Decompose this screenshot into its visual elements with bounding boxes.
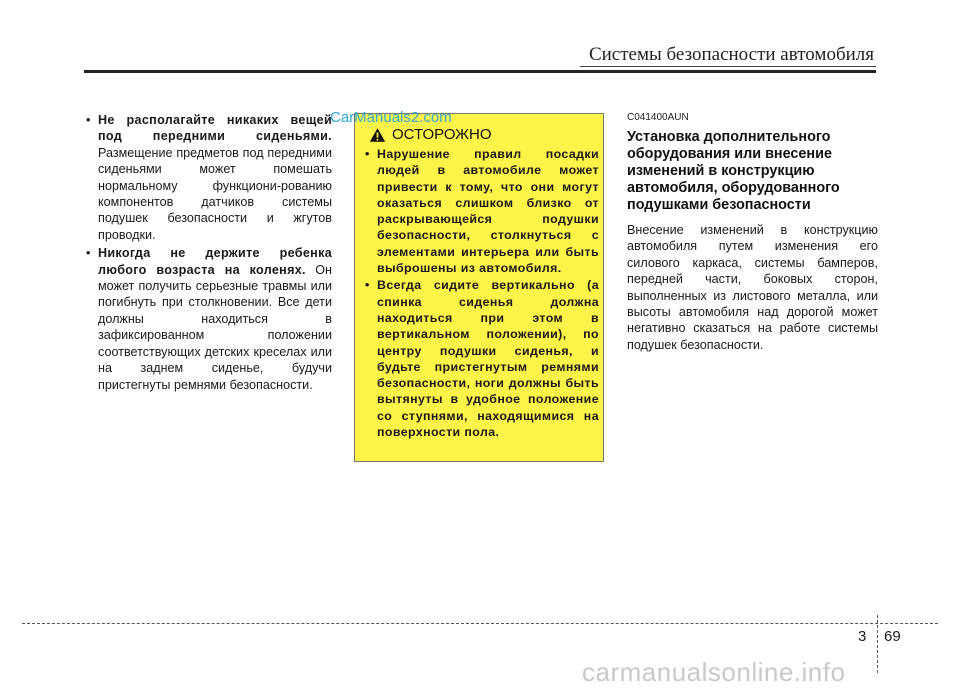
section-body: Внесение изменений в конструкцию автомобиля путем изменения его силового каркаса, системы бамперов, передней части, боковых сторон, выполненных из листового металла, или высоты автомобиля над дорогой может негативно сказаться на работе системы подушек безопасности.	[627, 223, 878, 352]
footer-dashed-rule	[22, 623, 938, 624]
page-number: 69	[884, 628, 901, 645]
page-header-title: Системы безопасности автомобиля	[588, 44, 874, 65]
bullet-text: Он может получить серьезные травмы или погибнуть при столкновении. Все дети должны находиться в зафиксированном положении соответствующих детских креселах или на заднем сиденье, будучи пристегнуты ремнями безопасности.	[98, 262, 333, 392]
warning-header	[369, 126, 492, 143]
warning-item: • Всегда сидите вертикально (а спинка сиденья должна находиться при этом в вертикальном положении), по центру подушки сиденья, и будьте пристегнутым ремнями безопасности, ноги должны быть вытянуты в удобное положение со ступнями, находящимися на поверхности пола.	[365, 277, 599, 440]
header-rule	[84, 70, 876, 73]
header-rule-thin	[580, 66, 876, 67]
left-column	[86, 112, 332, 395]
bullet-item	[86, 112, 332, 243]
doc-code: C041400AUN	[627, 112, 689, 123]
warning-triangle-icon	[369, 127, 386, 143]
bullet-text: Размещение предметов под передними сиденьями может помешать нормальному функциони-рованию компонентов датчиков системы подушек безопасности и жгутов проводки.	[98, 145, 332, 242]
bullet-bold-text: Не располагайте никаких вещей под передними сиденьями.	[98, 113, 332, 144]
warning-box	[354, 113, 604, 462]
warning-title: ОСТОРОЖНО	[392, 126, 492, 143]
page-chapter: 3	[858, 628, 867, 645]
watermark-top: CarManuals2.com	[330, 109, 452, 126]
warning-item: • Нарушение правил посадки людей в автомобиле может привести к тому, что они могут оказаться слишком близко от раскрывающейся подушки безопасности, столкнуться с элементами интерьера или быть выброшены из автомобиля.	[365, 146, 599, 276]
footer-vertical-dash	[877, 615, 878, 673]
warning-list	[365, 146, 599, 441]
bullet-bold-text: Никогда не держите ребенка любого возраста на коленях.	[98, 246, 332, 277]
right-column	[627, 112, 878, 353]
section-title: Установка дополнительного оборудования или внесение изменений в конструкцию автомобиля, оборудованного подушками безопасности	[627, 129, 840, 213]
bullet-item	[86, 245, 332, 393]
watermark-bottom: carmanualsonline.info	[582, 657, 846, 687]
